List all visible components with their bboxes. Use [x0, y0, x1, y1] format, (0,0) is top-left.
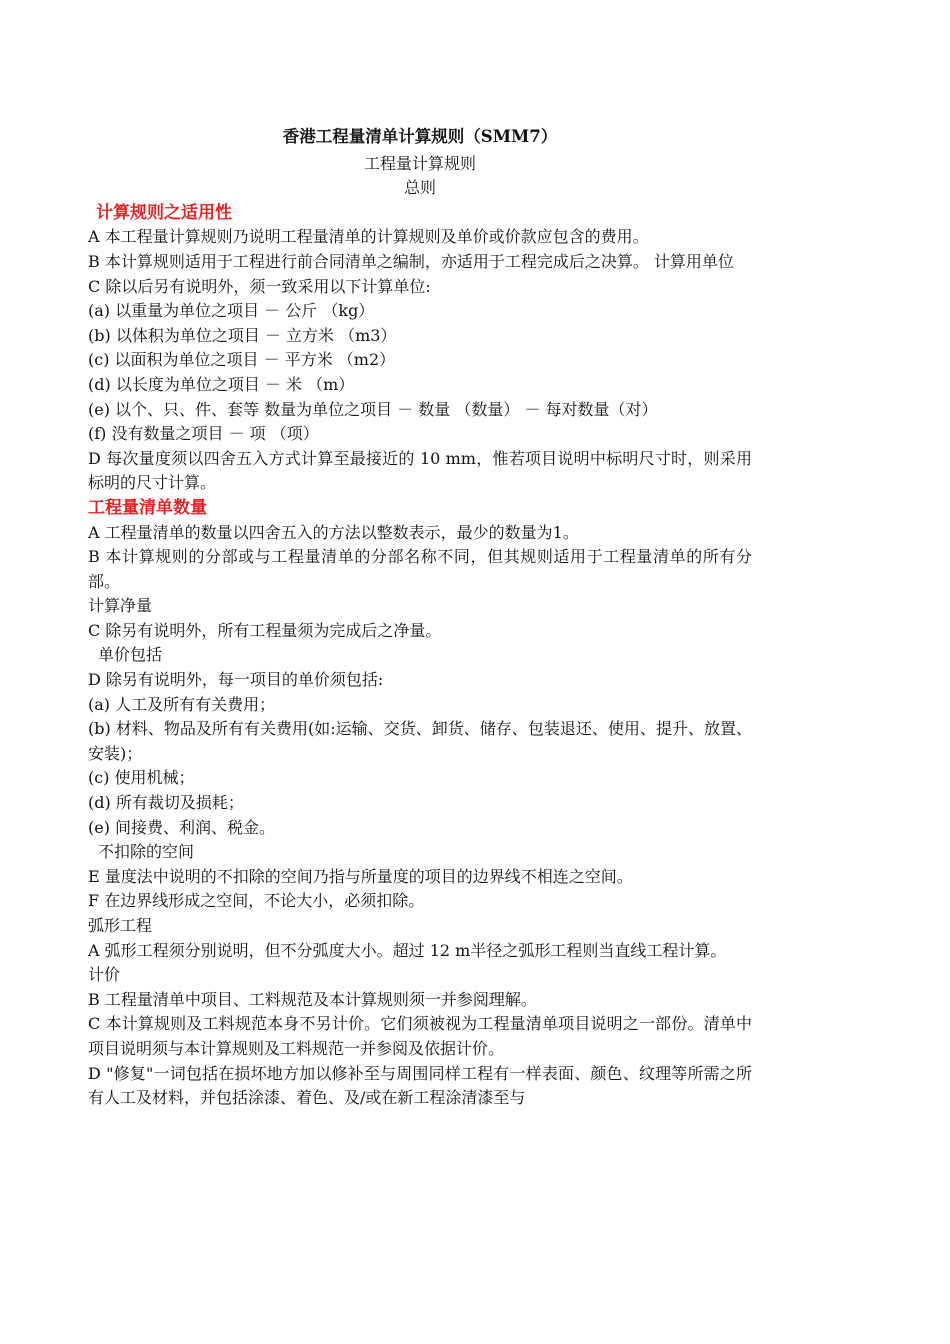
paragraph-d2: D 除另有说明外，每一项目的单价须包括:	[88, 670, 384, 690]
include-item: (d) 所有裁切及损耗；	[88, 793, 244, 813]
paragraph-f2: F 在边界线形成之空间，不论大小，必须扣除。	[88, 891, 425, 911]
include-item: (a) 人工及所有有关费用；	[88, 694, 276, 714]
unit-item: (c) 以面积为单位之项目 － 平方米 （m2）	[88, 350, 396, 370]
subheading-curved-work: 弧形工程	[88, 916, 153, 935]
paragraph-c1: C 除以后另有说明外，须一致采用以下计算单位:	[88, 276, 431, 296]
paragraph-a3: A 弧形工程须分别说明，但不分弧度大小。超过 12 m半径之弧形工程则当直线工程计算。	[88, 940, 727, 960]
section-heading-applicability: 计算规则之适用性	[96, 202, 232, 223]
subheading-void: 不扣除的空间	[98, 842, 195, 862]
paragraph-c3: C 本计算规则及工料规范本身不另计价。它们须被视为工程量清单项目说明之一部份。清单中项目说明须与本计算规则及工料规范一并参阅及依据计价。	[88, 1014, 752, 1058]
include-item: (e) 间接费、利润、税金。	[88, 817, 276, 837]
document-subtitle-general: 总则	[403, 178, 436, 198]
subheading-net-quantity: 计算净量	[88, 596, 153, 616]
document-body	[88, 125, 752, 1111]
unit-item: (e) 以个、只、件、套等 数量为单位之项目 － 数量 （数量） － 每对数量（对）	[88, 399, 658, 419]
paragraph-b2: B 本计算规则的分部或与工程量清单的分部名称不同，但其规则适用于工程量清单的所有分部。	[88, 547, 752, 591]
paragraph-a1: A 本工程量计算规则乃说明工程量清单的计算规则及单价或价款应包含的费用。	[88, 227, 649, 247]
document-subtitle: 工程量计算规则	[363, 153, 476, 173]
include-item: (b) 材料、物品及所有有关费用(如:运输、交货、卸货、储存、包装退还、使用、提升、放置、安装)；	[88, 719, 752, 763]
paragraph-c2: C 除另有说明外，所有工程量须为完成后之净量。	[88, 620, 442, 640]
subheading-unit-price: 单价包括	[98, 645, 163, 665]
paragraph-d1: D 每次量度须以四舍五入方式计算至最接近的 10 mm，惟若项目说明中标明尺寸时，则采用标明的尺寸计算。	[88, 448, 752, 493]
unit-item: (a) 以重量为单位之项目 － 公斤 （kg）	[88, 301, 375, 321]
paragraph-e2: E 量度法中说明的不扣除的空间乃指与所量度的项目的边界线不相连之空间。	[88, 866, 633, 886]
include-item: (c) 使用机械；	[88, 768, 195, 788]
section-heading-quantities: 工程量清单数量	[88, 497, 207, 518]
unit-item: (d) 以长度为单位之项目 － 米 （m）	[88, 374, 355, 394]
paragraph-a2: A 工程量清单的数量以四舍五入的方法以整数表示，最少的数量为1。	[88, 522, 579, 542]
document-title: 香港工程量清单计算规则（SMM7）	[282, 127, 558, 146]
paragraph-b1: B 本计算规则适用于工程进行前合同清单之编制，亦适用于工程完成后之决算。 计算用单位	[88, 251, 734, 271]
subheading-pricing: 计价	[88, 965, 121, 985]
unit-item: (b) 以体积为单位之项目 － 立方米 （m3）	[88, 325, 397, 345]
paragraph-d3: D "修复"一词包括在损坏地方加以修补至与周围同样工程有一样表面、颜色、纹理等所需之所有人工及材料，并包括涂漆、着色、及/或在新工程涂清漆至与	[88, 1063, 752, 1108]
paragraph-b3: B 工程量清单中项目、工料规范及本计算规则须一并参阅理解。	[88, 989, 537, 1009]
unit-item: (f) 没有数量之项目 － 项 （项）	[88, 424, 319, 444]
